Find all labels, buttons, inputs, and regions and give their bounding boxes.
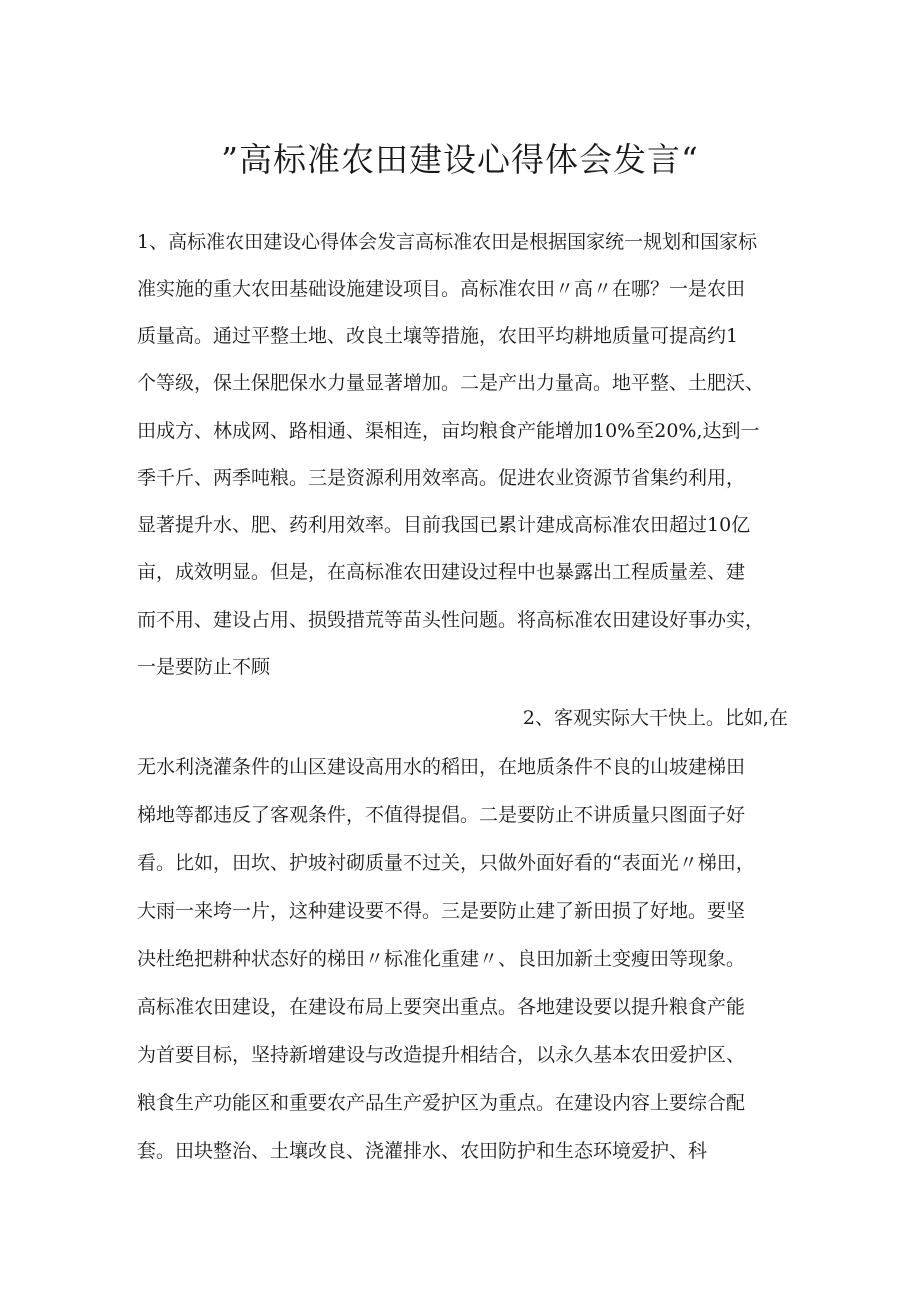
paragraph-line: 高标准农田建设，在建设布局上要突出重点。各地建设要以提升粮食产能 (137, 996, 746, 1018)
paragraph-line: 准实施的重大农田基础设施建设项目。高标准农田〃高〃在哪？一是农田 (137, 278, 746, 300)
paragraph-line: 季千斤、两季吨粮。三是资源利用效率高。促进农业资源节省集约利用， (137, 467, 746, 489)
paragraph-line: 田成方、林成网、路相通、渠相连，亩均粮食产能增加10%至20%,达到一 (137, 420, 760, 442)
paragraph-line: 一是要防止不顾 (137, 656, 271, 678)
paragraph-line-right-aligned: 2、客观实际大干快上。比如,在 (522, 707, 788, 729)
paragraph-line: 大雨一来垮一片，这种建设要不得。三是要防止建了新田损了好地。要坚 (137, 900, 746, 922)
paragraph-line: 无水利浇灌条件的山区建设高用水的稻田，在地质条件不良的山坡建梯田 (137, 756, 746, 778)
paragraph-line: 为首要目标，坚持新增建设与改造提升相结合，以永久基本农田爱护区、 (137, 1044, 746, 1066)
paragraph-line: 1、高标准农田建设心得体会发言高标准农田是根据国家统一规划和国家标 (137, 231, 758, 253)
paragraph-line: 粮食生产功能区和重要农产品生产爱护区为重点。在建设内容上要综合配 (137, 1092, 746, 1114)
paragraph-line: 套。田块整治、土壤改良、浇灌排水、农田防护和生态环境爱护、科 (137, 1140, 708, 1162)
paragraph-line: 质量高。通过平整土地、改良土壤等措施，农田平均耕地质量可提高约1 (137, 325, 739, 347)
paragraph-line: 看。比如，田坎、护坡衬砌质量不过关，只做外面好看的“表面光〃梯田， (137, 852, 755, 874)
paragraph-line: 梯地等都违反了客观条件，不值得提倡。二是要防止不讲质量只图面子好 (137, 804, 746, 826)
paragraph-line: 个等级，保土保肥保水力量显著增加。二是产出力量高。地平整、土肥沃、 (137, 372, 765, 394)
paragraph-line: 显著提升水、肥、药利用效率。目前我国已累计建成高标准农田超过10亿 (137, 514, 751, 536)
paragraph-line: 而不用、建设占用、损毁措荒等苗头性问题。将高标准农田建设好事办实， (137, 609, 765, 631)
document-title: ”高标准农田建设心得体会发言“ (221, 140, 699, 179)
paragraph-line: 亩，成效明显。但是，在高标准农田建设过程中也暴露出工程质量差、建 (137, 561, 746, 583)
paragraph-line: 决杜绝把耕种状态好的梯田〃标准化重建〃、良田加新土变瘦田等现象。 (137, 948, 746, 970)
